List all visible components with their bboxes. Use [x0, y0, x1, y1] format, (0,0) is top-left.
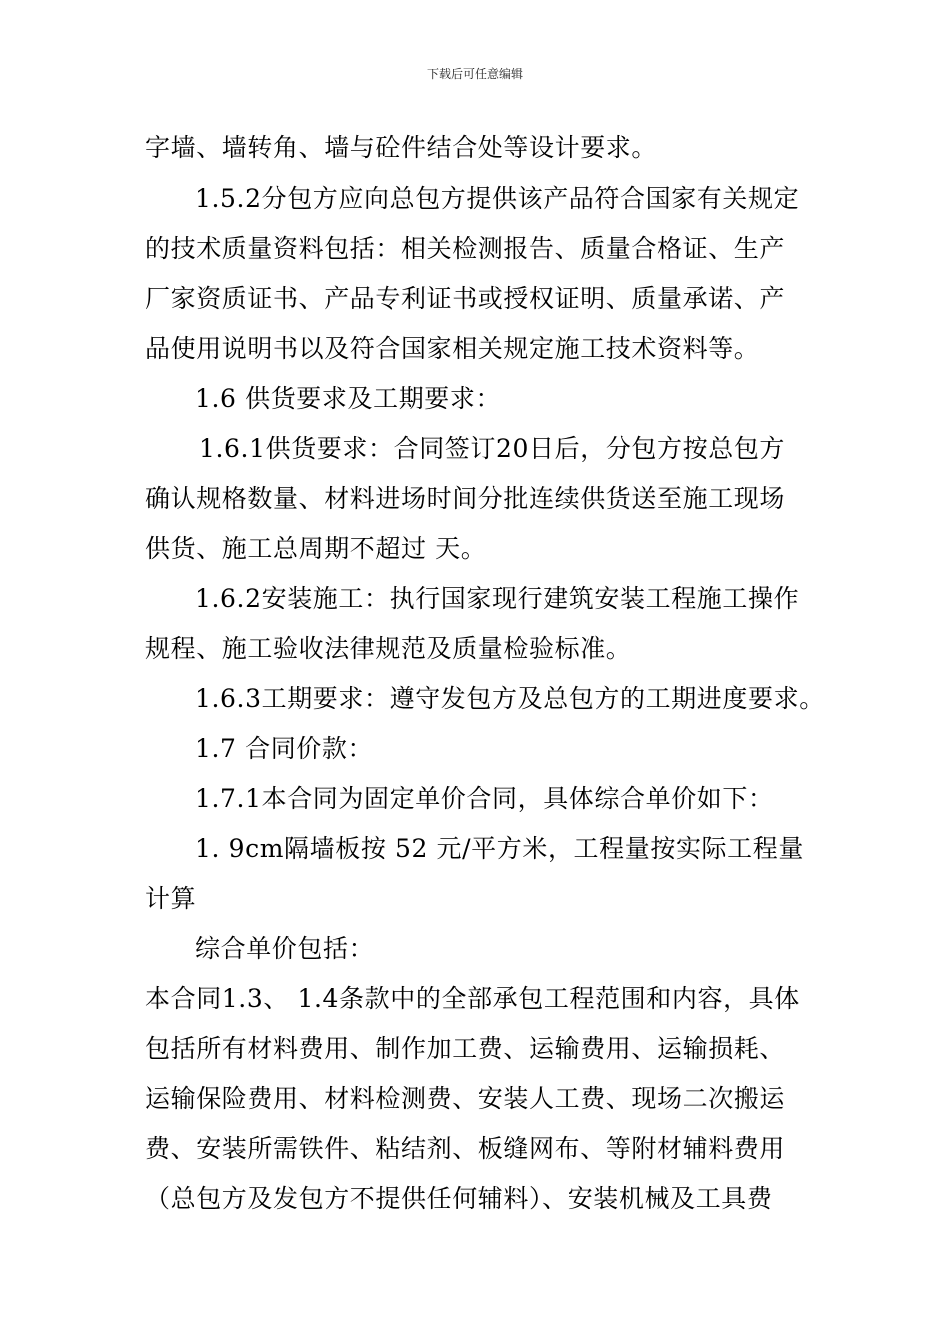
text-line: 1.6 供货要求及工期要求： [195, 384, 502, 413]
text-line: 1.7.1本合同为固定单价合同，具体综合单价如下： [195, 784, 774, 813]
text-line: 1.6.3工期要求：遵守发包方及总包方的工期进度要求。 [195, 684, 825, 713]
text-line: 的技术质量资料包括：相关检测报告、质量合格证、生产 [145, 234, 786, 263]
text-line: 1.5.2分包方应向总包方提供该产品符合国家有关规定 [195, 184, 800, 213]
text-line: 1.7 合同价款： [195, 734, 374, 763]
text-line: 供货、施工总周期不超过 天。 [145, 534, 487, 563]
text-line: 品使用说明书以及符合国家相关规定施工技术资料等。 [145, 334, 760, 363]
text-line: 计算 [145, 884, 197, 913]
text-line: 字墙、墙转角、墙与砼件结合处等设计要求。 [145, 133, 658, 162]
text-line: 1. 9cm隔墙板按 52 元/平方米，工程量按实际工程量 [195, 834, 804, 863]
page-header: 下载后可任意编辑 [426, 67, 523, 81]
text-line: 综合单价包括： [195, 934, 375, 963]
text-line: 运输保险费用、材料检测费、安装人工费、现场二次搬运 [145, 1084, 786, 1113]
text-line: 本合同1.3、 1.4条款中的全部承包工程范围和内容，具体 [145, 984, 800, 1013]
text-line: 确认规格数量、材料进场时间分批连续供货送至施工现场 [145, 484, 786, 513]
text-line: 规程、施工验收法律规范及质量检验标准。 [145, 634, 632, 663]
text-line: 费、安装所需铁件、粘结剂、板缝网布、等附材辅料费用 [145, 1134, 786, 1163]
text-line: （总包方及发包方不提供任何辅料）、安装机械及工具费 [145, 1184, 773, 1213]
text-line: 1.6.2安装施工：执行国家现行建筑安装工程施工操作 [195, 584, 800, 613]
text-line: 包括所有材料费用、制作加工费、运输费用、运输损耗、 [145, 1034, 786, 1063]
text-line: 1.6.1供货要求：合同签订20日后，分包方按总包方 [199, 434, 786, 463]
text-line: 厂家资质证书、产品专利证书或授权证明、质量承诺、产 [145, 284, 786, 313]
